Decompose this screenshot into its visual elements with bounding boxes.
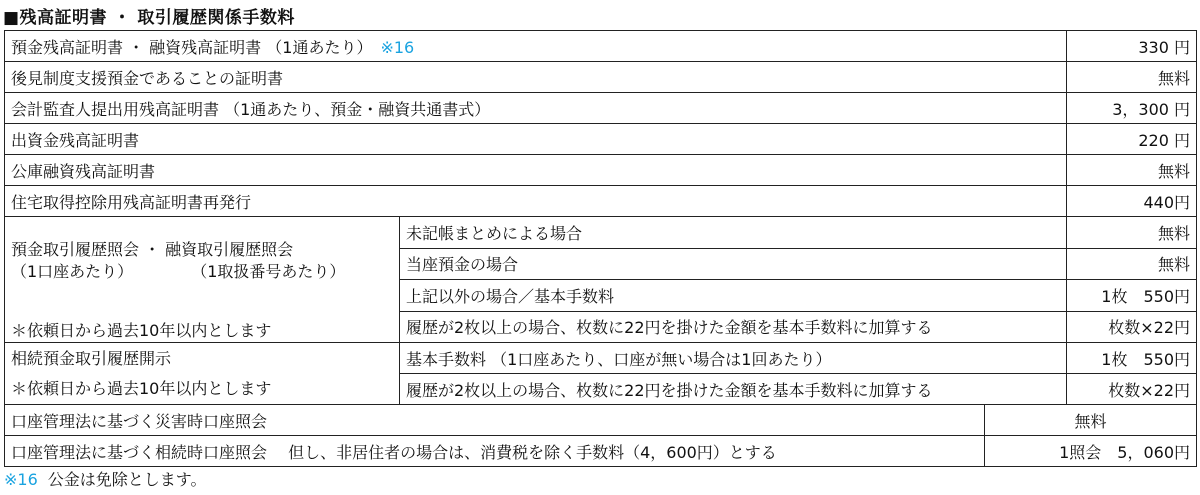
inherit-group-label [5, 343, 400, 405]
table-row [5, 62, 1197, 93]
fee-table [4, 30, 1197, 467]
deposit-loan-certificate-label: 預金残高証明書 ・ 融資残高証明書 （1通あたり） [11, 37, 373, 57]
fee-value: 3，300 円 [1067, 93, 1197, 124]
footnote-text: 公金は免除とします。 [47, 470, 207, 489]
section-title: ■残高証明書 ・ 取引履歴関係手数料 [3, 8, 295, 28]
table-row [5, 93, 1197, 124]
history-desc: 履歴が2枚以上の場合、枚数に22円を掛けた金額を基本手数料に加算する [400, 311, 1067, 343]
table-row [5, 186, 1197, 217]
row-label: 口座管理法に基づく相続時口座照会 但し、非居住者の場合は、消費税を除く手数料（4，600円）とする [5, 436, 985, 467]
table-row [5, 124, 1197, 155]
footnote-ref: ※16 [380, 37, 415, 57]
row-label [5, 31, 1067, 62]
row-label: 住宅取得控除用残高証明書再発行 [5, 186, 1067, 217]
history-title: 預金取引履歴照会 ・ 融資取引履歴照会 [11, 240, 294, 259]
table-row [5, 405, 1197, 436]
fee-value: 1照会 5，060円 [985, 436, 1197, 467]
inherit-note: ＊依頼日から過去10年以内とします [11, 378, 272, 398]
row-label: 公庫融資残高証明書 [5, 155, 1067, 186]
history-desc: 未記帳まとめによる場合 [400, 217, 1067, 249]
fee-value: 無料 [1067, 155, 1197, 186]
fee-value: 無料 [985, 405, 1197, 436]
history-sub-left: （1口座あたり） [11, 262, 134, 281]
fee-value: 無料 [1067, 62, 1197, 93]
history-desc: 上記以外の場合／基本手数料 [400, 280, 1067, 312]
table-row [5, 31, 1197, 62]
footnote-ref: ※16 [4, 470, 38, 489]
table-row [5, 217, 1197, 249]
fee-value: 無料 [1067, 248, 1197, 280]
fee-value: 枚数×22円 [1067, 374, 1197, 405]
row-label: 会計監査人提出用残高証明書 （1通あたり、預金・融資共通書式） [5, 93, 1067, 124]
history-sub-right: （1取扱番号あたり） [191, 262, 346, 281]
fee-value: 枚数×22円 [1067, 311, 1197, 343]
row-label: 口座管理法に基づく災害時口座照会 [5, 405, 985, 436]
footnote [4, 467, 207, 490]
fee-value: 1枚 550円 [1067, 343, 1197, 374]
inherit-title: 相続預金取引履歴開示 [11, 348, 172, 368]
fee-value: 330 円 [1067, 31, 1197, 62]
inherit-desc: 基本手数料 （1口座あたり、口座が無い場合は1回あたり） [400, 343, 1067, 374]
table-row [5, 436, 1197, 467]
fee-value: 1枚 550円 [1067, 280, 1197, 312]
table-row [5, 155, 1197, 186]
row-label: 出資金残高証明書 [5, 124, 1067, 155]
history-desc: 当座預金の場合 [400, 248, 1067, 280]
table-row [5, 343, 1197, 374]
fee-value: 無料 [1067, 217, 1197, 249]
history-note: ＊依頼日から過去10年以内とします [11, 321, 272, 340]
history-group-label [5, 217, 400, 343]
inherit-desc: 履歴が2枚以上の場合、枚数に22円を掛けた金額を基本手数料に加算する [400, 374, 1067, 405]
fee-value: 220 円 [1067, 124, 1197, 155]
row-label: 後見制度支援預金であることの証明書 [5, 62, 1067, 93]
fee-value: 440円 [1067, 186, 1197, 217]
